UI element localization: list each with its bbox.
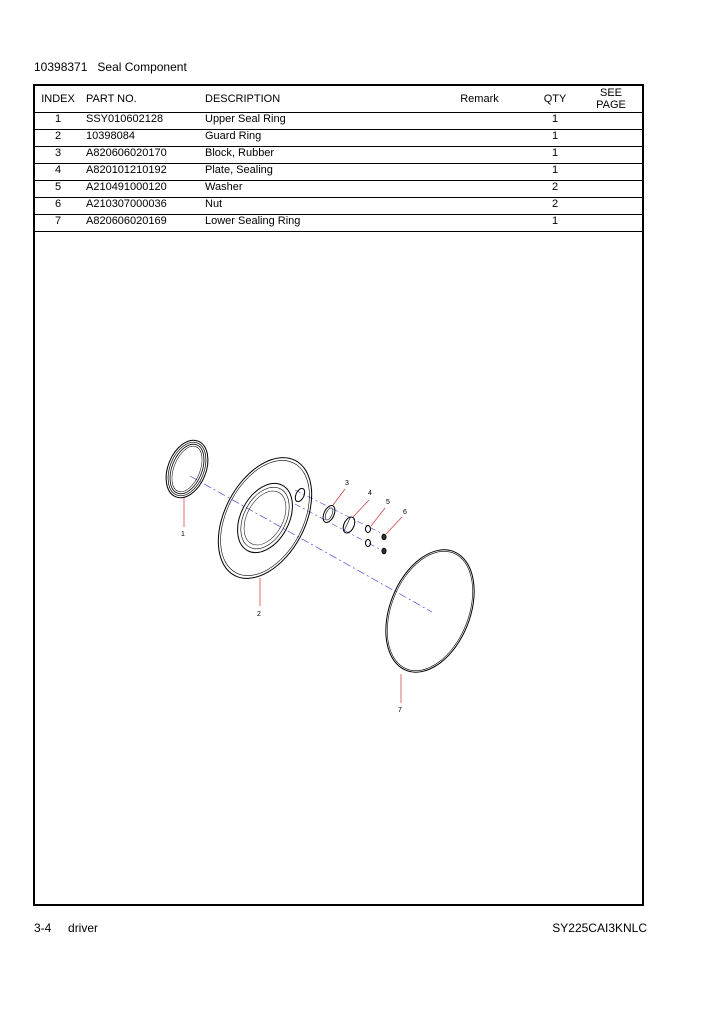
row-description: Plate, Sealing <box>199 164 429 181</box>
header-qty: QTY <box>530 86 580 113</box>
header-part-no: PART NO. <box>81 86 199 113</box>
row-qty: 2 <box>530 181 580 198</box>
callout-5: 5 <box>386 499 390 506</box>
row-index: 3 <box>35 147 81 164</box>
leader-line-3 <box>333 489 345 505</box>
row-description: Guard Ring <box>199 130 429 147</box>
row-index: 7 <box>35 215 81 232</box>
row-qty: 1 <box>530 113 580 130</box>
callout-3: 3 <box>345 480 349 487</box>
row-qty: 1 <box>530 215 580 232</box>
header-description: DESCRIPTION <box>199 86 429 113</box>
row-description: Nut <box>199 198 429 215</box>
row-index: 4 <box>35 164 81 181</box>
row-index: 6 <box>35 198 81 215</box>
header-see-line2: PAGE <box>596 99 626 111</box>
callout-2: 2 <box>257 611 261 618</box>
callout-6: 6 <box>403 509 407 516</box>
row-index: 2 <box>35 130 81 147</box>
page-title: 10398371 Seal Component <box>34 60 187 74</box>
rubber-block-part <box>321 504 338 525</box>
row-index: 1 <box>35 113 81 130</box>
center-axis-line <box>190 476 432 612</box>
washer-part <box>366 526 371 547</box>
row-description: Block, Rubber <box>199 147 429 164</box>
row-part-no: A210491000120 <box>81 181 199 198</box>
header-remark: Remark <box>429 86 530 113</box>
row-part-no: A820606020169 <box>81 215 199 232</box>
upper-seal-ring-part <box>158 434 216 504</box>
leader-line-4 <box>353 500 369 517</box>
row-qty: 1 <box>530 147 580 164</box>
leader-line-5 <box>371 508 385 526</box>
row-part-no: A820101210192 <box>81 164 199 181</box>
row-description: Upper Seal Ring <box>199 113 429 130</box>
row-qty: 1 <box>530 130 580 147</box>
row-description: Washer <box>199 181 429 198</box>
footer-model-code: SY225CAI3KNLC <box>552 921 647 935</box>
row-part-no: 10398084 <box>81 130 199 147</box>
row-part-no: A210307000036 <box>81 198 199 215</box>
row-part-no: A820606020170 <box>81 147 199 164</box>
nut-part <box>382 534 386 554</box>
callout-1: 1 <box>181 531 185 538</box>
footer-page-section: 3-4 driver <box>34 921 99 935</box>
callout-7: 7 <box>398 707 402 714</box>
row-description: Lower Sealing Ring <box>199 215 429 232</box>
header-index: INDEX <box>35 86 81 113</box>
leader-line-6 <box>386 517 402 534</box>
sealing-plate-part <box>341 515 357 535</box>
row-index: 5 <box>35 181 81 198</box>
row-qty: 1 <box>530 164 580 181</box>
callout-4: 4 <box>368 490 372 497</box>
guard-ring-tab <box>293 487 306 503</box>
row-part-no: SSY010602128 <box>81 113 199 130</box>
header-see-line1: SEE <box>599 87 622 99</box>
row-qty: 2 <box>530 198 580 215</box>
